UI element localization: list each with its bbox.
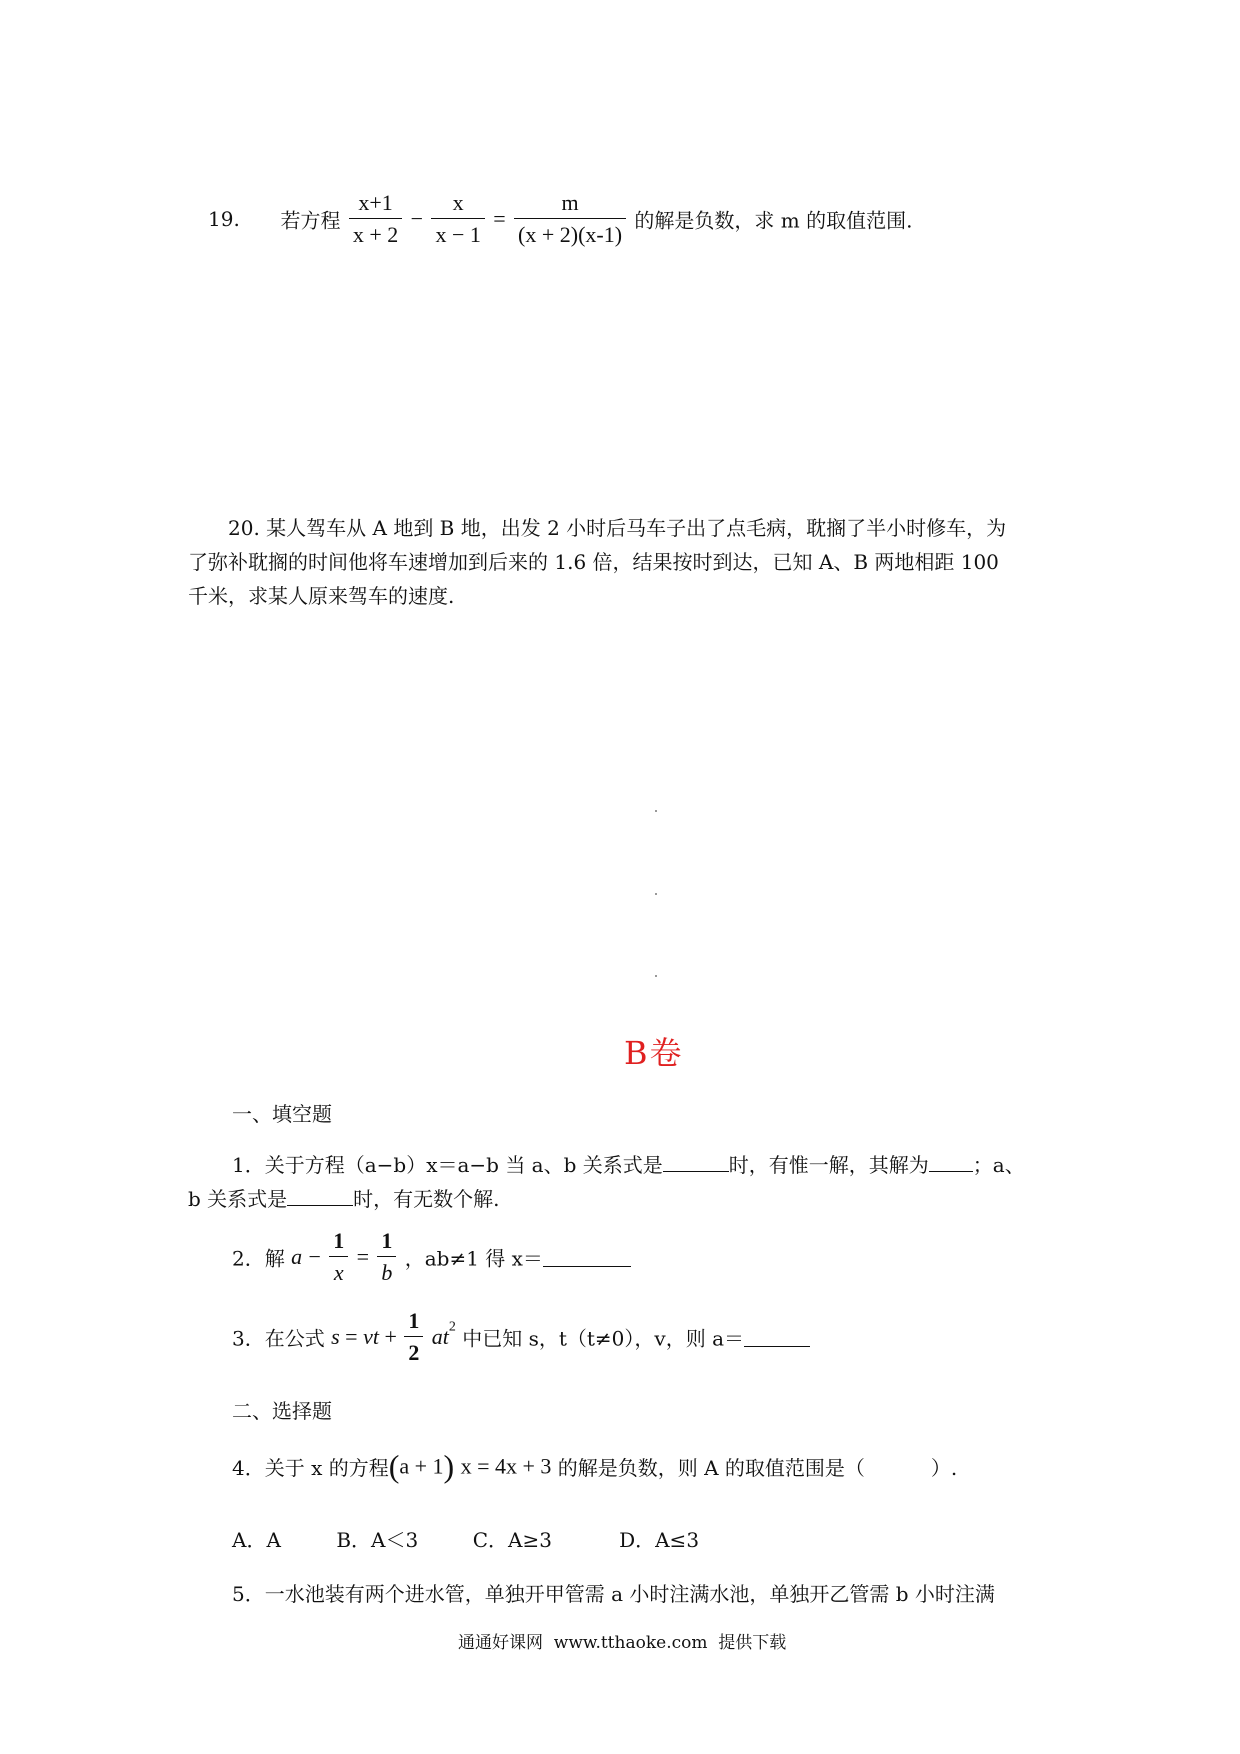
b2-fraction-1	[329, 1228, 348, 1286]
b4-left-paren: (	[388, 1448, 400, 1484]
q19-equals: =	[493, 206, 506, 231]
b4-inner: a + 1	[399, 1453, 444, 1479]
b-question-5-line-1: 5．一水池装有两个进水管，单独开甲管需 a 小时注满水池，单独开乙管需 b 小时注满	[232, 1582, 995, 1606]
q19-prefix: 若方程	[280, 208, 341, 233]
b1-text-d: b 关系式是	[188, 1187, 288, 1211]
b-question-1-line-1	[232, 1149, 1025, 1178]
b4-option-a: A．A	[232, 1528, 281, 1552]
b1-text-c: ；a、	[972, 1153, 1025, 1177]
b2-fraction-2	[377, 1228, 396, 1286]
b-question-2	[232, 1228, 631, 1286]
b3-frac-denominator: 2	[404, 1336, 423, 1366]
b2-blank	[543, 1248, 631, 1267]
b-question-1-line-2	[188, 1183, 500, 1212]
b1-text-b: 时，有惟一解，其解为	[728, 1153, 929, 1177]
q19-number: 19.	[208, 207, 240, 231]
scan-dot	[655, 893, 657, 895]
b2-suffix: ，ab≠1 得 x＝	[404, 1246, 543, 1271]
q19-fraction-1	[349, 190, 402, 248]
q19-fraction-3	[514, 190, 626, 248]
q19-frac2-numerator: x	[452, 190, 464, 215]
scan-dot	[655, 810, 657, 812]
q19-frac2-denominator: x − 1	[431, 218, 484, 248]
b3-at: at	[431, 1324, 449, 1349]
b3-vt: vt	[363, 1324, 379, 1349]
b1-blank-2	[929, 1153, 973, 1172]
b2-minus: −	[308, 1244, 321, 1269]
fill-in-heading: 一、填空题	[232, 1102, 332, 1126]
b2-equals: =	[356, 1244, 370, 1269]
section-b-title: B卷	[624, 1034, 684, 1072]
q19-fraction-2	[431, 190, 484, 248]
b3-suffix: 中已知 s，t（t≠0），v，则 a＝	[462, 1326, 744, 1351]
b4-right-paren: )	[443, 1448, 455, 1484]
b3-blank	[744, 1328, 810, 1347]
question-20-line-3: 千米，求某人原来驾车的速度.	[188, 584, 455, 608]
b4-option-c: C．A≥3	[472, 1528, 552, 1552]
footer-source: 通通好课网 www.tthaoke.com 提供下载	[458, 1633, 787, 1653]
b4-prefix: 4．关于 x 的方程	[232, 1456, 389, 1480]
b-question-4-options	[232, 1524, 699, 1553]
b2-frac2-denominator: b	[377, 1256, 396, 1286]
b2-var-a: a	[291, 1244, 303, 1269]
b3-exponent: 2	[448, 1319, 456, 1335]
b1-blank-1	[663, 1153, 729, 1172]
b3-plus: +	[378, 1324, 403, 1349]
b4-end: ）.	[930, 1456, 958, 1480]
question-20-line-1: 20. 某人驾车从 A 地到 B 地，出发 2 小时后马车子出了点毛病，耽搁了半小时修车，为	[228, 516, 1007, 540]
b4-rest: x = 4x + 3	[460, 1453, 552, 1479]
q19-minus: −	[410, 206, 424, 231]
b4-option-d: D．A≤3	[619, 1528, 700, 1552]
question-19	[208, 190, 912, 248]
b2-frac1-numerator: 1	[333, 1228, 345, 1253]
q19-suffix: 的解是负数，求 m 的取值范围.	[634, 208, 913, 233]
b-question-4	[232, 1448, 957, 1485]
b3-equals: =	[339, 1324, 364, 1349]
q19-frac1-denominator: x + 2	[349, 218, 402, 248]
b3-prefix: 3．在公式	[232, 1326, 325, 1351]
b3-frac-numerator: 1	[408, 1308, 420, 1333]
q19-frac1-numerator: x+1	[358, 190, 393, 215]
b2-frac2-numerator: 1	[381, 1228, 393, 1253]
b4-suffix: 的解是负数，则 A 的取值范围是（	[557, 1456, 865, 1480]
b2-prefix: 2．解	[232, 1246, 285, 1271]
b1-blank-3	[287, 1187, 353, 1206]
choice-heading: 二、选择题	[232, 1399, 332, 1423]
question-20-line-2: 了弥补耽搁的时间他将车速增加到后来的 1.6 倍，结果按时到达，已知 A、B 两地相距 100	[188, 550, 999, 574]
b1-text-a: 1．关于方程（a−b）x＝a−b 当 a、b 关系式是	[232, 1153, 663, 1177]
b-question-3	[232, 1308, 810, 1366]
q19-frac3-numerator: m	[561, 190, 579, 215]
b1-text-e: 时，有无数个解.	[353, 1187, 500, 1211]
q19-frac3-denominator: (x + 2)(x-1)	[514, 218, 626, 248]
b4-option-b: B．A＜3	[336, 1528, 419, 1552]
b3-fraction	[404, 1308, 423, 1366]
scan-dot	[655, 975, 657, 977]
b2-frac1-denominator: x	[329, 1256, 348, 1286]
b3-lhs: s	[331, 1324, 340, 1349]
